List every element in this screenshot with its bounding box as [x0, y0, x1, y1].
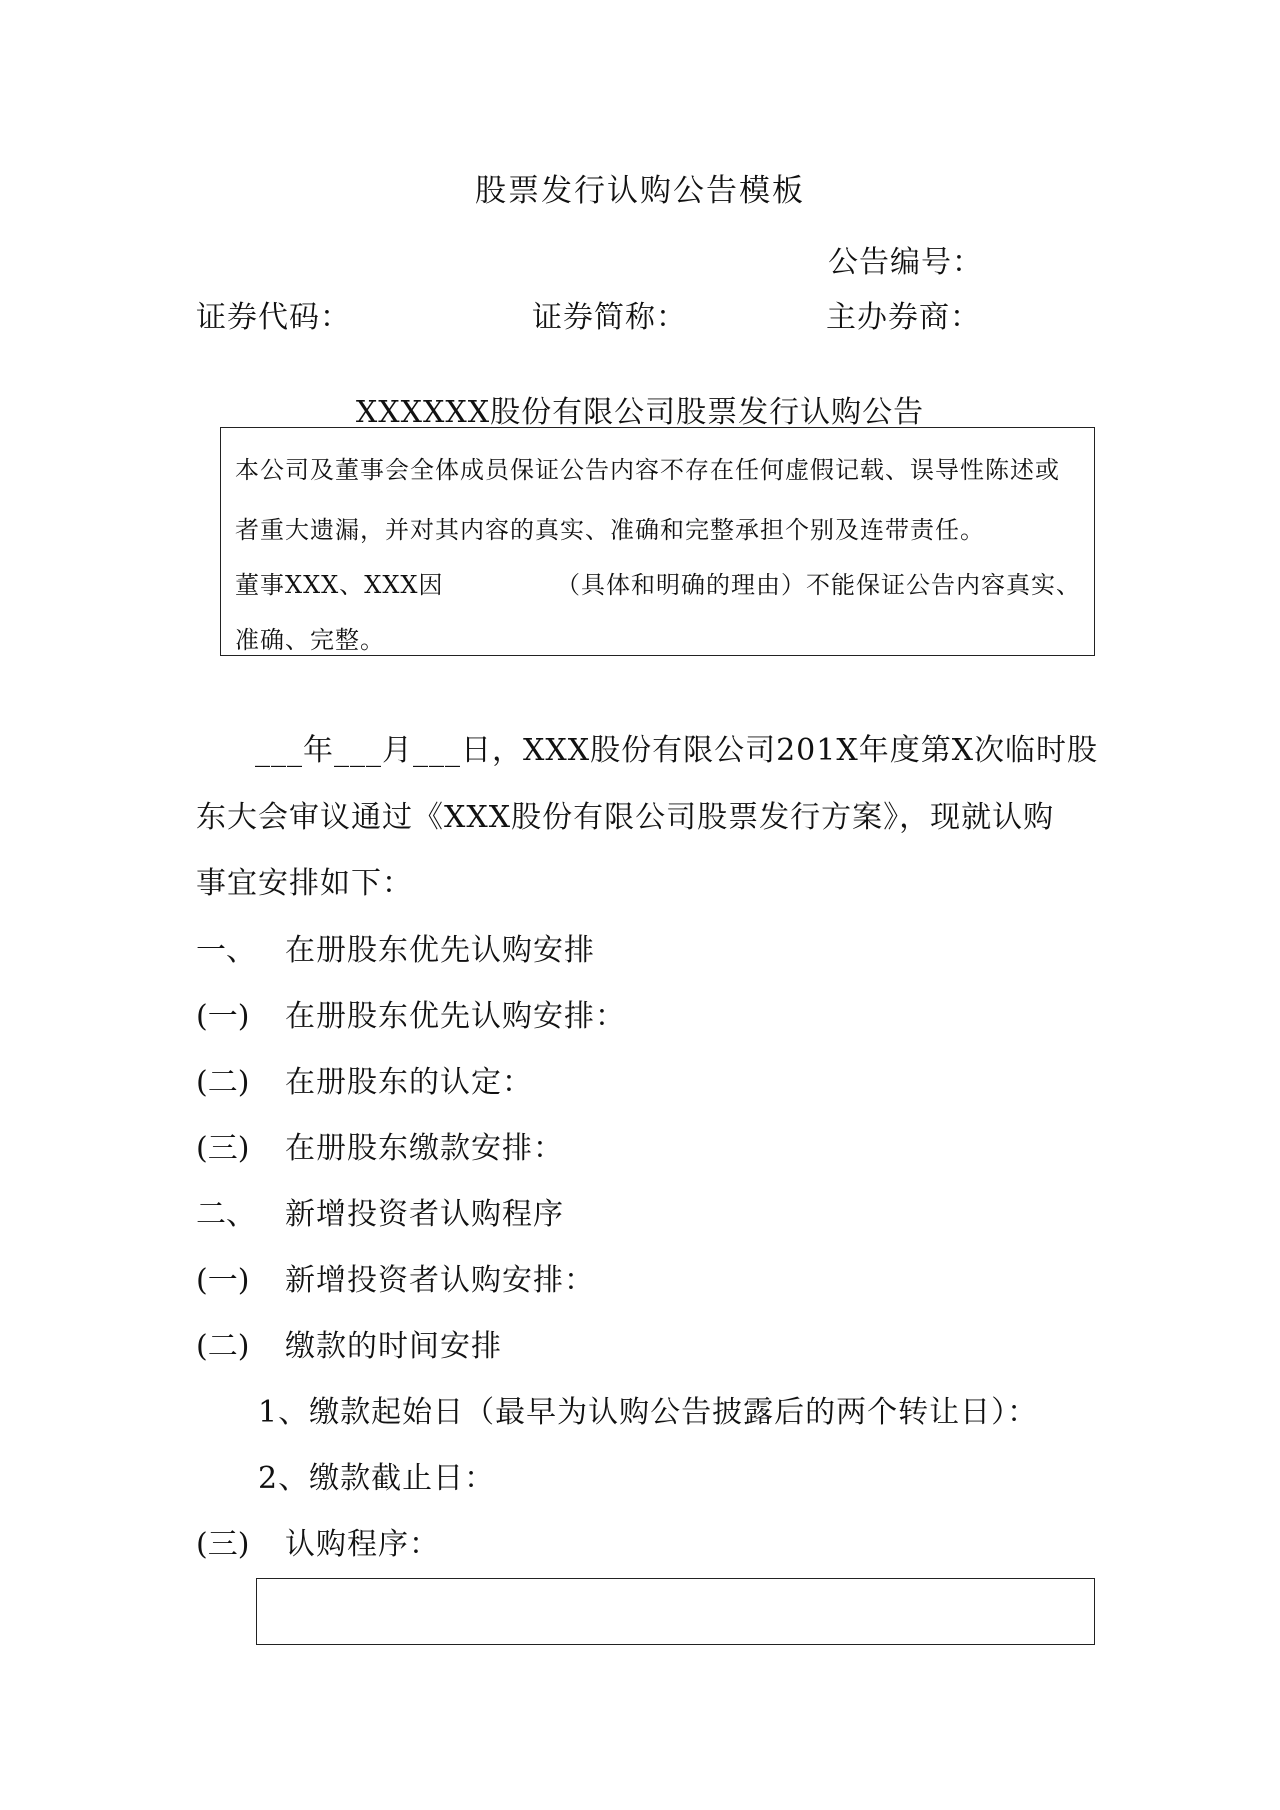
security-abbreviation-label: 证券简称： — [532, 300, 687, 335]
section-heading: 认购程序： — [285, 1527, 440, 1562]
section-heading: 在册股东优先认购安排 — [285, 933, 595, 968]
sponsor-broker-label: 主办券商： — [826, 300, 981, 335]
section-number: (三) — [196, 1131, 250, 1166]
announcement-title: XXXXXX股份有限公司股票发行认购公告 — [355, 395, 925, 430]
intro-paragraph-line: 事宜安排如下： — [196, 866, 413, 901]
disclaimer-line: 准确、完整。 — [235, 626, 385, 654]
section-number: (三) — [196, 1527, 250, 1562]
disclaimer-line: 者重大遗漏，并对其内容的真实、准确和完整承担个别及连带责任。 — [235, 516, 985, 544]
section-number: (二) — [196, 1329, 250, 1364]
disclaimer-line: 本公司及董事会全体成员保证公告内容不存在任何虚假记载、误导性陈述或 — [235, 456, 1060, 484]
section-heading: 在册股东优先认购安排： — [285, 999, 626, 1034]
disclaimer-line: （具体和明确的理由）不能保证公告内容真实、 — [556, 571, 1081, 599]
section-heading: 在册股东的认定： — [285, 1065, 533, 1100]
procedure-box — [256, 1578, 1095, 1645]
section-number: 二、 — [196, 1197, 256, 1232]
section-number: (一) — [196, 1263, 250, 1298]
disclaimer-line: 董事XXX、XXX因 — [235, 571, 444, 599]
document-title: 股票发行认购公告模板 — [475, 173, 805, 209]
section-number: (二) — [196, 1065, 250, 1100]
intro-paragraph-line: ___年___月___日，XXX股份有限公司201X年度第X次临时股 — [255, 733, 1099, 768]
section-heading: 新增投资者认购安排： — [285, 1263, 595, 1298]
section-number: 一、 — [196, 933, 256, 968]
intro-paragraph-line: 东大会审议通过《XXX股份有限公司股票发行方案》，现就认购 — [196, 800, 1055, 835]
section-heading: 新增投资者认购程序 — [285, 1197, 564, 1232]
section-heading: 缴款的时间安排 — [285, 1329, 502, 1364]
disclaimer-box — [220, 427, 1095, 656]
notice-number-label: 公告编号： — [828, 245, 983, 280]
section-number: (一) — [196, 999, 250, 1034]
security-code-label: 证券代码： — [196, 300, 351, 335]
payment-end-item: 2、缴款截止日： — [258, 1461, 496, 1496]
section-heading: 在册股东缴款安排： — [285, 1131, 564, 1166]
payment-start-item: 1、缴款起始日（最早为认购公告披露后的两个转让日）： — [258, 1395, 1039, 1430]
